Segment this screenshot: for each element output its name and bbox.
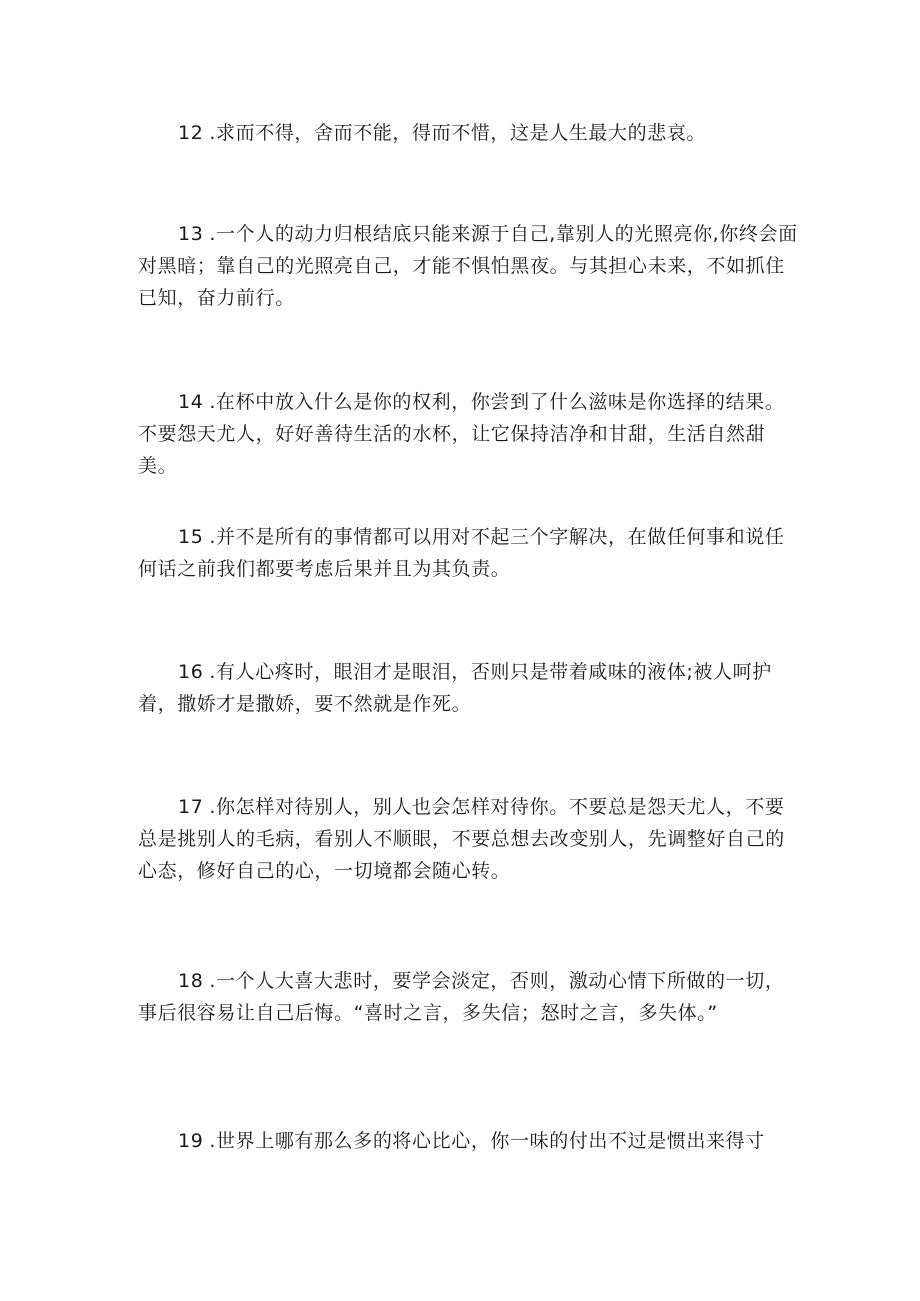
quote-paragraph-12 xyxy=(138,117,798,149)
quote-text: .在杯中放入什么是你的权利，你尝到了什么滋味是你选择的结果。不要怨天尤人，好好善待生活的水杯，让它保持洁净和甘甜，生活自然甜美。 xyxy=(138,391,785,477)
quote-number: 17 xyxy=(178,796,204,818)
quote-number: 13 xyxy=(178,223,204,245)
quote-text: .一个人的动力归根结底只能来源于自己,靠别人的光照亮你,你终会面对黑暗；靠自己的光照亮自己，才能不惧怕黑夜。与其担心未来，不如抓住已知，奋力前行。 xyxy=(138,223,798,309)
quote-paragraph-16 xyxy=(138,656,798,720)
quote-paragraph-17 xyxy=(138,791,798,887)
quote-number: 15 xyxy=(178,526,204,548)
quote-paragraph-18 xyxy=(138,965,798,1029)
quote-paragraph-15 xyxy=(138,521,798,585)
quote-paragraph-14 xyxy=(138,386,798,482)
quote-number: 16 xyxy=(178,661,204,683)
quote-text: .世界上哪有那么多的将心比心，你一味的付出不过是惯出来得寸 xyxy=(209,1130,765,1152)
quote-text: .有人心疼时，眼泪才是眼泪，否则只是带着咸味的液体;被人呵护着，撒娇才是撒娇，要不然就是作死。 xyxy=(138,661,772,715)
quote-paragraph-13 xyxy=(138,218,798,314)
quote-text: .你怎样对待别人，别人也会怎样对待你。不要总是怨天尤人，不要总是挑别人的毛病，看别人不顺眼，不要总想去改变别人，先调整好自己的心态，修好自己的心，一切境都会随心转。 xyxy=(138,796,785,882)
quote-number: 19 xyxy=(178,1130,204,1152)
quote-text: .一个人大喜大悲时，要学会淡定，否则，激动心情下所做的一切，事后很容易让自己后悔。“喜时之言，多失信；怒时之言，多失体。” xyxy=(138,970,785,1024)
quote-text: .求而不得，舍而不能，得而不惜，这是人生最大的悲哀。 xyxy=(209,122,707,144)
quote-text: .并不是所有的事情都可以用对不起三个字解决，在做任何事和说任何话之前我们都要考虑后果并且为其负责。 xyxy=(138,526,785,580)
quote-number: 14 xyxy=(178,391,204,413)
quote-number: 18 xyxy=(178,970,204,992)
quote-number: 12 xyxy=(178,122,204,144)
quote-paragraph-19 xyxy=(138,1125,798,1157)
